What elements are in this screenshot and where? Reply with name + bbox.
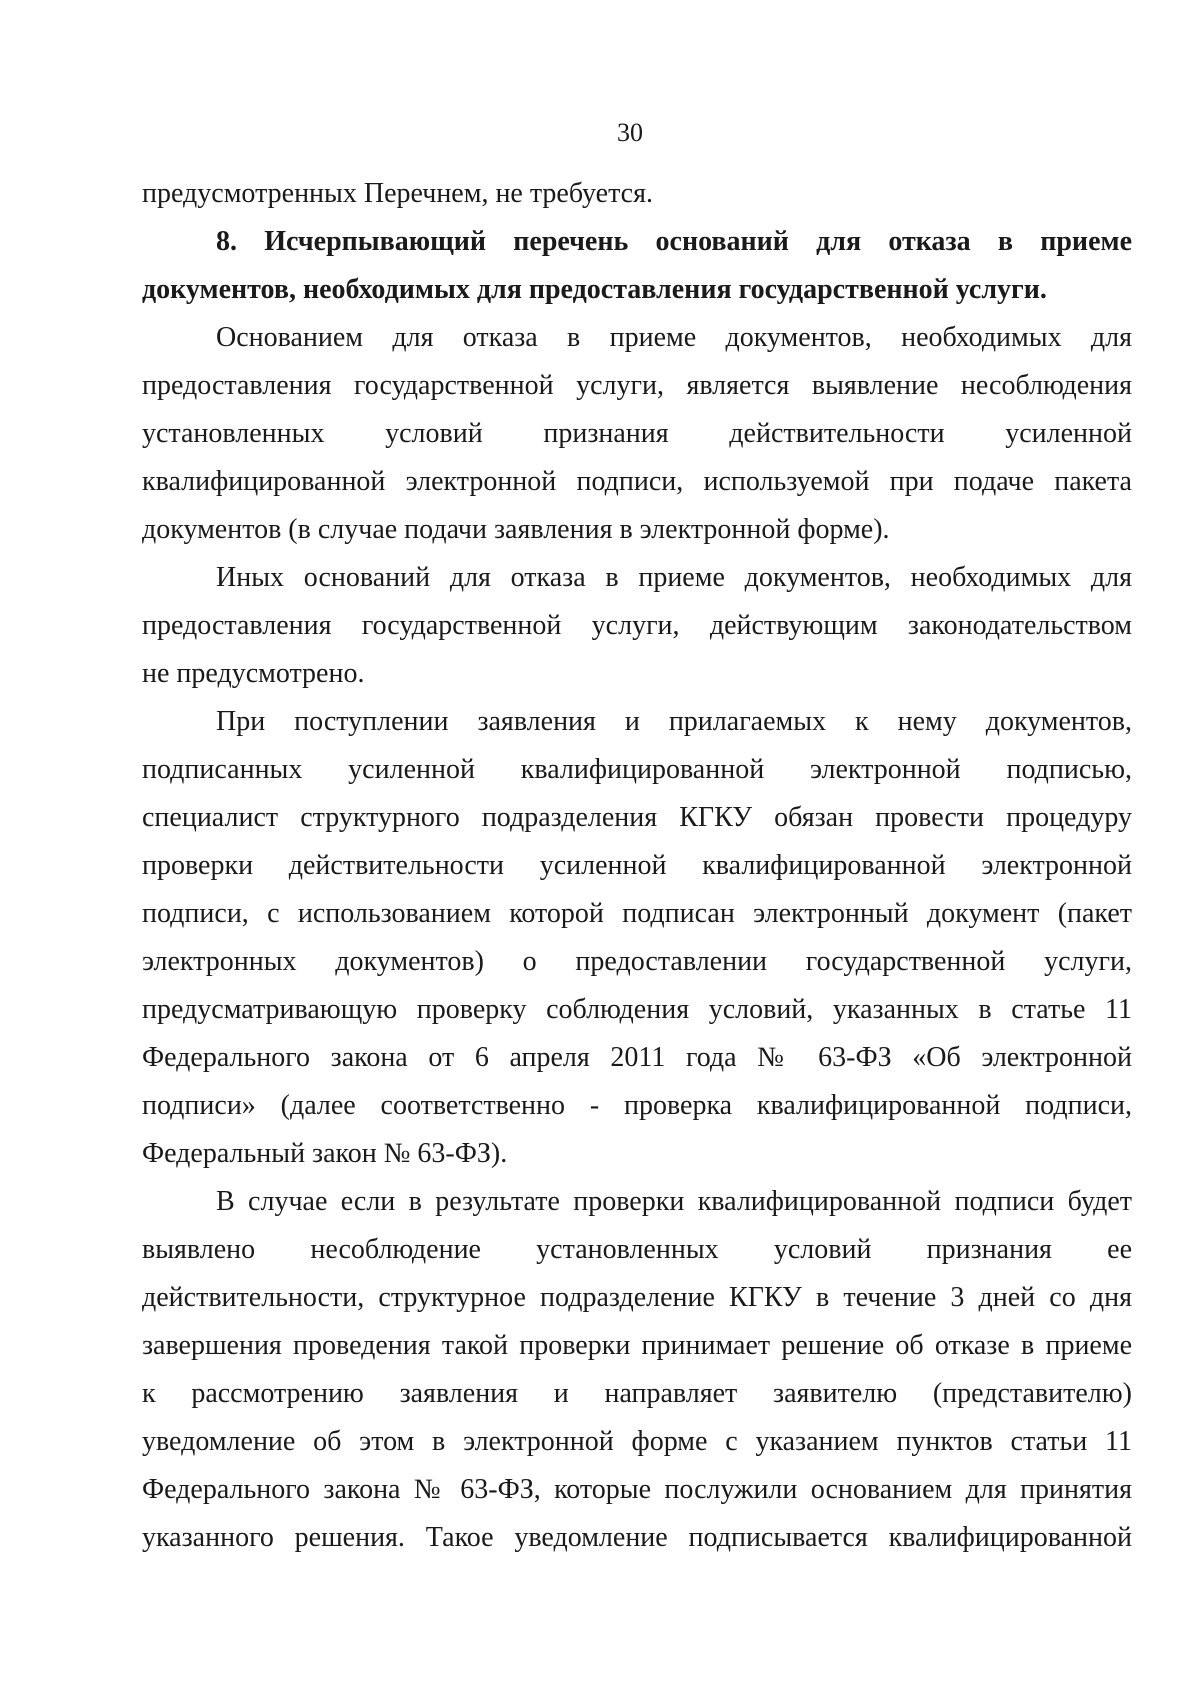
text-line: проверки действительности усиленной квалифицированной электронной: [142, 850, 1132, 881]
text-line: Иных оснований для отказа в приеме документов, необходимых для: [216, 562, 1132, 593]
text-line: завершения проведения такой проверки принимает решение об отказе в приеме: [142, 1330, 1132, 1361]
page-number: 30: [617, 118, 643, 147]
text-line: предоставления государственной услуги, является выявление несоблюдения: [142, 370, 1132, 401]
body-text: [142, 170, 1132, 1562]
text-line: не предусмотрено.: [142, 658, 365, 689]
text-line: предусмотренных Перечнем, не требуется.: [142, 178, 653, 209]
text-line: предоставления государственной услуги, действующим законодательством: [142, 610, 1132, 641]
text-line: подписи» (далее соответственно - проверка квалифицированной подписи,: [142, 1090, 1132, 1121]
text-line: Федеральный закон № 63-ФЗ).: [142, 1138, 508, 1169]
text-line: При поступлении заявления и прилагаемых к нему документов,: [216, 706, 1132, 737]
text-line: электронных документов) о предоставлении государственной услуги,: [142, 946, 1132, 977]
section-heading-line: документов, необходимых для предоставления государственной услуги.: [142, 274, 1047, 305]
text-line: Федерального закона от 6 апреля 2011 года № 63-ФЗ «Об электронной: [142, 1042, 1132, 1073]
text-line: Федерального закона № 63-ФЗ, которые послужили основанием для принятия: [142, 1474, 1132, 1505]
text-line: действительности, структурное подразделение КГКУ в течение 3 дней со дня: [142, 1282, 1132, 1313]
text-line: В случае если в результате проверки квалифицированной подписи будет: [216, 1186, 1132, 1217]
text-line: указанного решения. Такое уведомление подписывается квалифицированной: [142, 1522, 1132, 1553]
text-line: квалифицированной электронной подписи, используемой при подаче пакета: [142, 466, 1132, 497]
text-line: подписи, с использованием которой подписан электронный документ (пакет: [142, 898, 1132, 929]
text-line: уведомление об этом в электронной форме с указанием пунктов статьи 11: [142, 1426, 1132, 1457]
text-line: специалист структурного подразделения КГКУ обязан провести процедуру: [142, 802, 1132, 833]
section-heading-line: 8. Исчерпывающий перечень оснований для отказа в приеме: [216, 226, 1132, 257]
text-line: документов (в случае подачи заявления в электронной форме).: [142, 514, 890, 545]
text-line: предусматривающую проверку соблюдения условий, указанных в статье 11: [142, 994, 1132, 1025]
text-line: Основанием для отказа в приеме документов, необходимых для: [216, 322, 1132, 353]
text-line: выявлено несоблюдение установленных условий признания ее: [142, 1234, 1132, 1265]
text-line: подписанных усиленной квалифицированной электронной подписью,: [142, 754, 1132, 785]
text-line: установленных условий признания действительности усиленной: [142, 418, 1132, 449]
text-line: к рассмотрению заявления и направляет заявителю (представителю): [142, 1378, 1132, 1409]
